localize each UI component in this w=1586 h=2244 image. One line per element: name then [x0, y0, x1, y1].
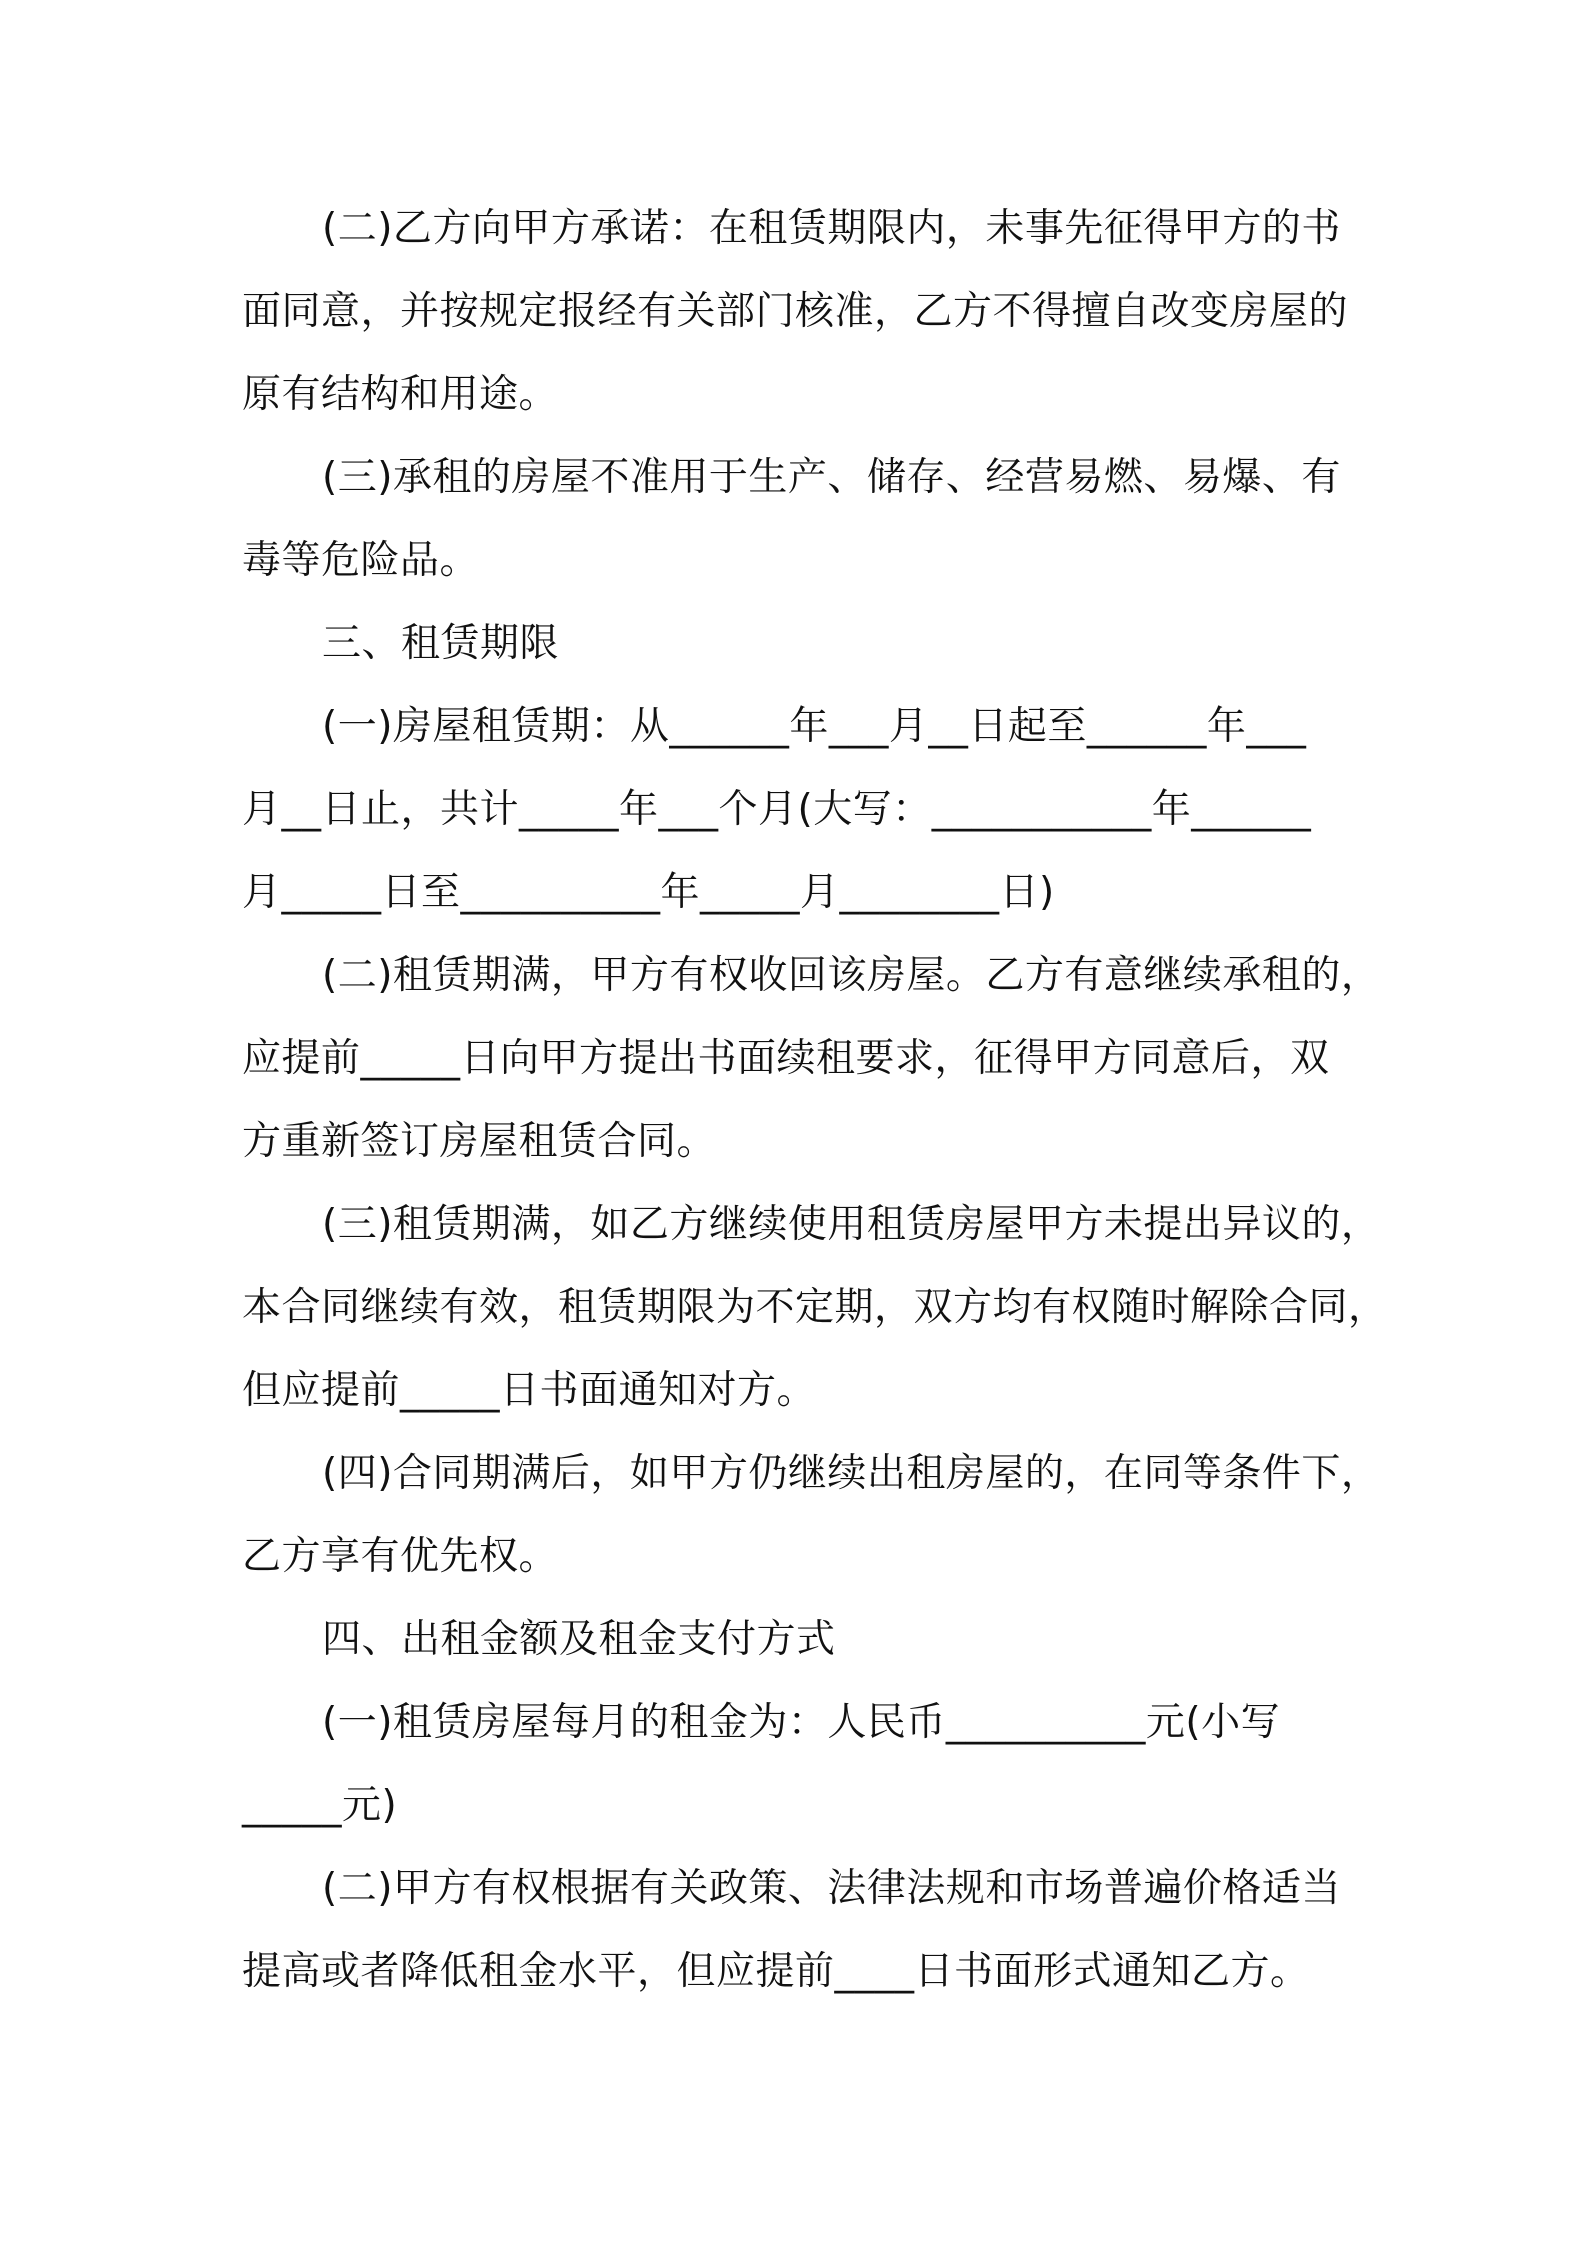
- lease-expiry-line-2: 应提前_____日向甲方提出书面续租要求，征得甲方同意后，双: [242, 1036, 1330, 1081]
- lease-expiry-line-3: 方重新签订房屋租赁合同。: [242, 1119, 717, 1164]
- clause-2-promise-line-2: 面同意，并按规定报经有关部门核准，乙方不得擅自改变房屋的: [242, 289, 1349, 334]
- priority-right-line-1: (四)合同期满后，如甲方仍继续出租房屋的，在同等条件下，: [322, 1451, 1381, 1496]
- lease-term-line-1: (一)房屋租赁期：从______年___月__日起至______年___: [322, 704, 1307, 749]
- clause-2-promise-line-1: (二)乙方向甲方承诺：在租赁期限内，未事先征得甲方的书: [322, 206, 1341, 251]
- priority-right-line-2: 乙方享有优先权。: [242, 1534, 559, 1579]
- monthly-rent-line-1: (一)租赁房屋每月的租金为：人民币__________元(小写: [322, 1700, 1281, 1745]
- lease-term-line-3: 月_____日至__________年_____月________日): [242, 870, 1055, 915]
- clause-3-restriction-line-1: (三)承租的房屋不准用于生产、储存、经营易燃、易爆、有: [322, 455, 1341, 500]
- rent-adjustment-line-1: (二)甲方有权根据有关政策、法律法规和市场普遍价格适当: [322, 1866, 1341, 1911]
- clause-2-promise-line-3: 原有结构和用途。: [242, 372, 559, 417]
- clause-3-restriction-line-2: 毒等危险品。: [242, 538, 480, 583]
- continued-use-line-1: (三)租赁期满，如乙方继续使用租赁房屋甲方未提出异议的，: [322, 1202, 1381, 1247]
- lease-expiry-line-1: (二)租赁期满，甲方有权收回该房屋。乙方有意继续承租的，: [322, 953, 1381, 998]
- section-3-heading: 三、租赁期限: [322, 621, 560, 666]
- monthly-rent-line-2: _____元): [242, 1783, 398, 1828]
- continued-use-line-2: 本合同继续有效，租赁期限为不定期，双方均有权随时解除合同，: [242, 1285, 1388, 1330]
- continued-use-line-3: 但应提前_____日书面通知对方。: [242, 1368, 817, 1413]
- lease-term-line-2: 月__日止，共计_____年___个月(大写：___________年______: [242, 787, 1312, 832]
- rent-adjustment-line-2: 提高或者降低租金水平，但应提前____日书面形式通知乙方。: [242, 1949, 1310, 1994]
- section-4-heading: 四、出租金额及租金支付方式: [322, 1617, 836, 1662]
